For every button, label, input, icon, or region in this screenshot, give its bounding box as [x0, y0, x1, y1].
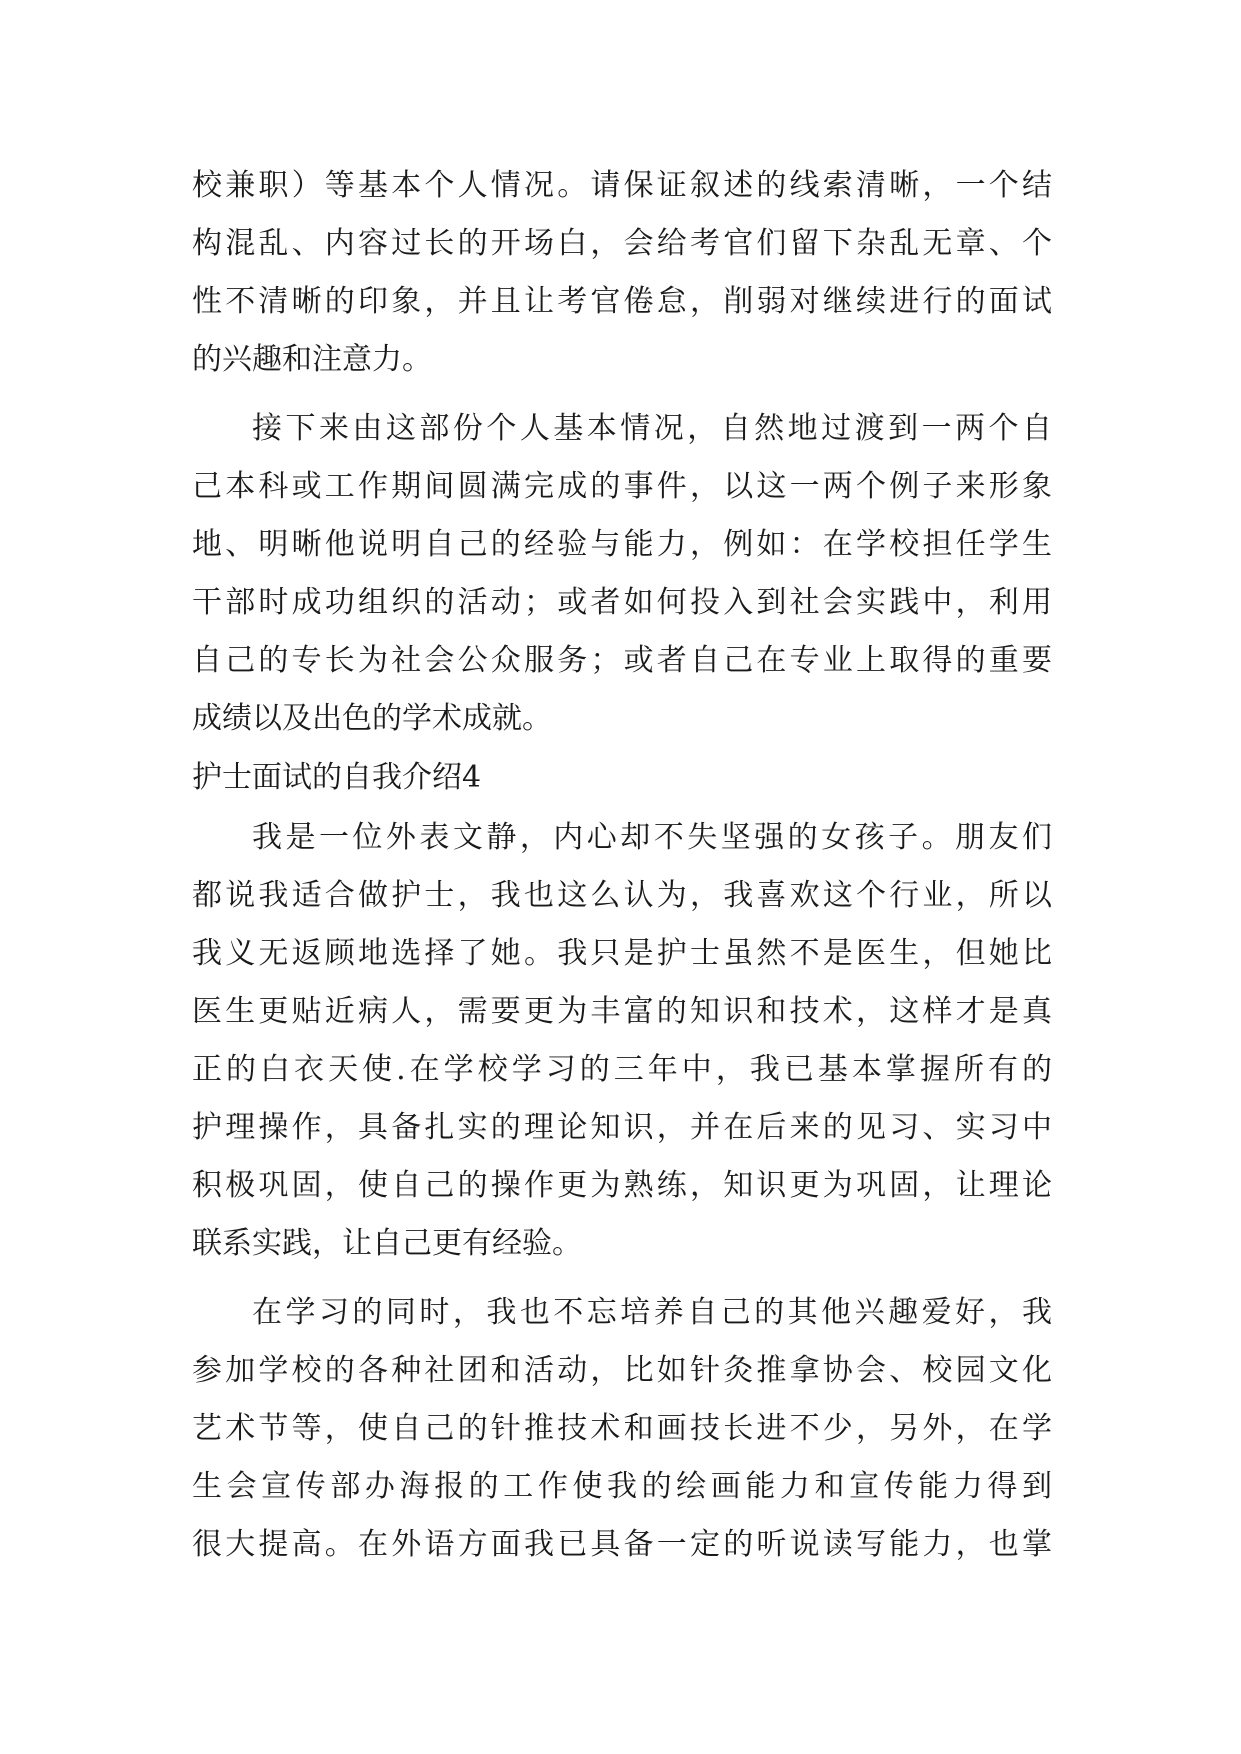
- text-line: 正的白衣天使.在学校学习的三年中，我已基本掌握所有的: [192, 1052, 1052, 1087]
- text-line: 我义无返顾地选择了她。我只是护士虽然不是医生，但她比: [192, 936, 1052, 971]
- text-line: 生会宣传部办海报的工作使我的绘画能力和宣传能力得到: [192, 1469, 1052, 1504]
- text-line: 很大提高。在外语方面我已具备一定的听说读写能力，也掌: [192, 1527, 1052, 1562]
- text-line: 参加学校的各种社团和活动，比如针灸推拿协会、校园文化: [192, 1353, 1052, 1388]
- paragraph-first-line: 在学习的同时，我也不忘培养自己的其他兴趣爱好，我: [252, 1295, 1052, 1330]
- text-line: 护理操作，具备扎实的理论知识，并在后来的见习、实习中: [192, 1110, 1052, 1145]
- text-line: 己本科或工作期间圆满完成的事件，以这一两个例子来形象: [192, 469, 1052, 504]
- text-line: 性不清晰的印象，并且让考官倦怠，削弱对继续进行的面试: [192, 284, 1052, 319]
- text-line: 干部时成功组织的活动；或者如何投入到社会实践中，利用: [192, 585, 1052, 620]
- text-line: 的兴趣和注意力。: [192, 342, 432, 377]
- text-line: 积极巩固，使自己的操作更为熟练，知识更为巩固，让理论: [192, 1168, 1052, 1203]
- paragraph-first-line: 接下来由这部份个人基本情况，自然地过渡到一两个自: [252, 411, 1052, 446]
- section-heading: 护士面试的自我介绍4: [192, 760, 482, 795]
- text-line: 自己的专长为社会公众服务；或者自己在专业上取得的重要: [192, 643, 1052, 678]
- text-line: 构混乱、内容过长的开场白，会给考官们留下杂乱无章、个: [192, 226, 1052, 261]
- paragraph-first-line: 我是一位外表文静，内心却不失坚强的女孩子。朋友们: [252, 820, 1052, 855]
- text-line: 都说我适合做护士，我也这么认为，我喜欢这个行业，所以: [192, 878, 1052, 913]
- text-line: 联系实践，让自己更有经验。: [192, 1226, 582, 1261]
- text-line: 成绩以及出色的学术成就。: [192, 701, 552, 736]
- text-line: 地、明晰他说明自己的经验与能力，例如：在学校担任学生: [192, 527, 1052, 562]
- text-line: 艺术节等，使自己的针推技术和画技长进不少，另外，在学: [192, 1411, 1052, 1446]
- text-line: 校兼职）等基本个人情况。请保证叙述的线索清晰，一个结: [192, 168, 1052, 203]
- text-line: 医生更贴近病人，需要更为丰富的知识和技术，这样才是真: [192, 994, 1052, 1029]
